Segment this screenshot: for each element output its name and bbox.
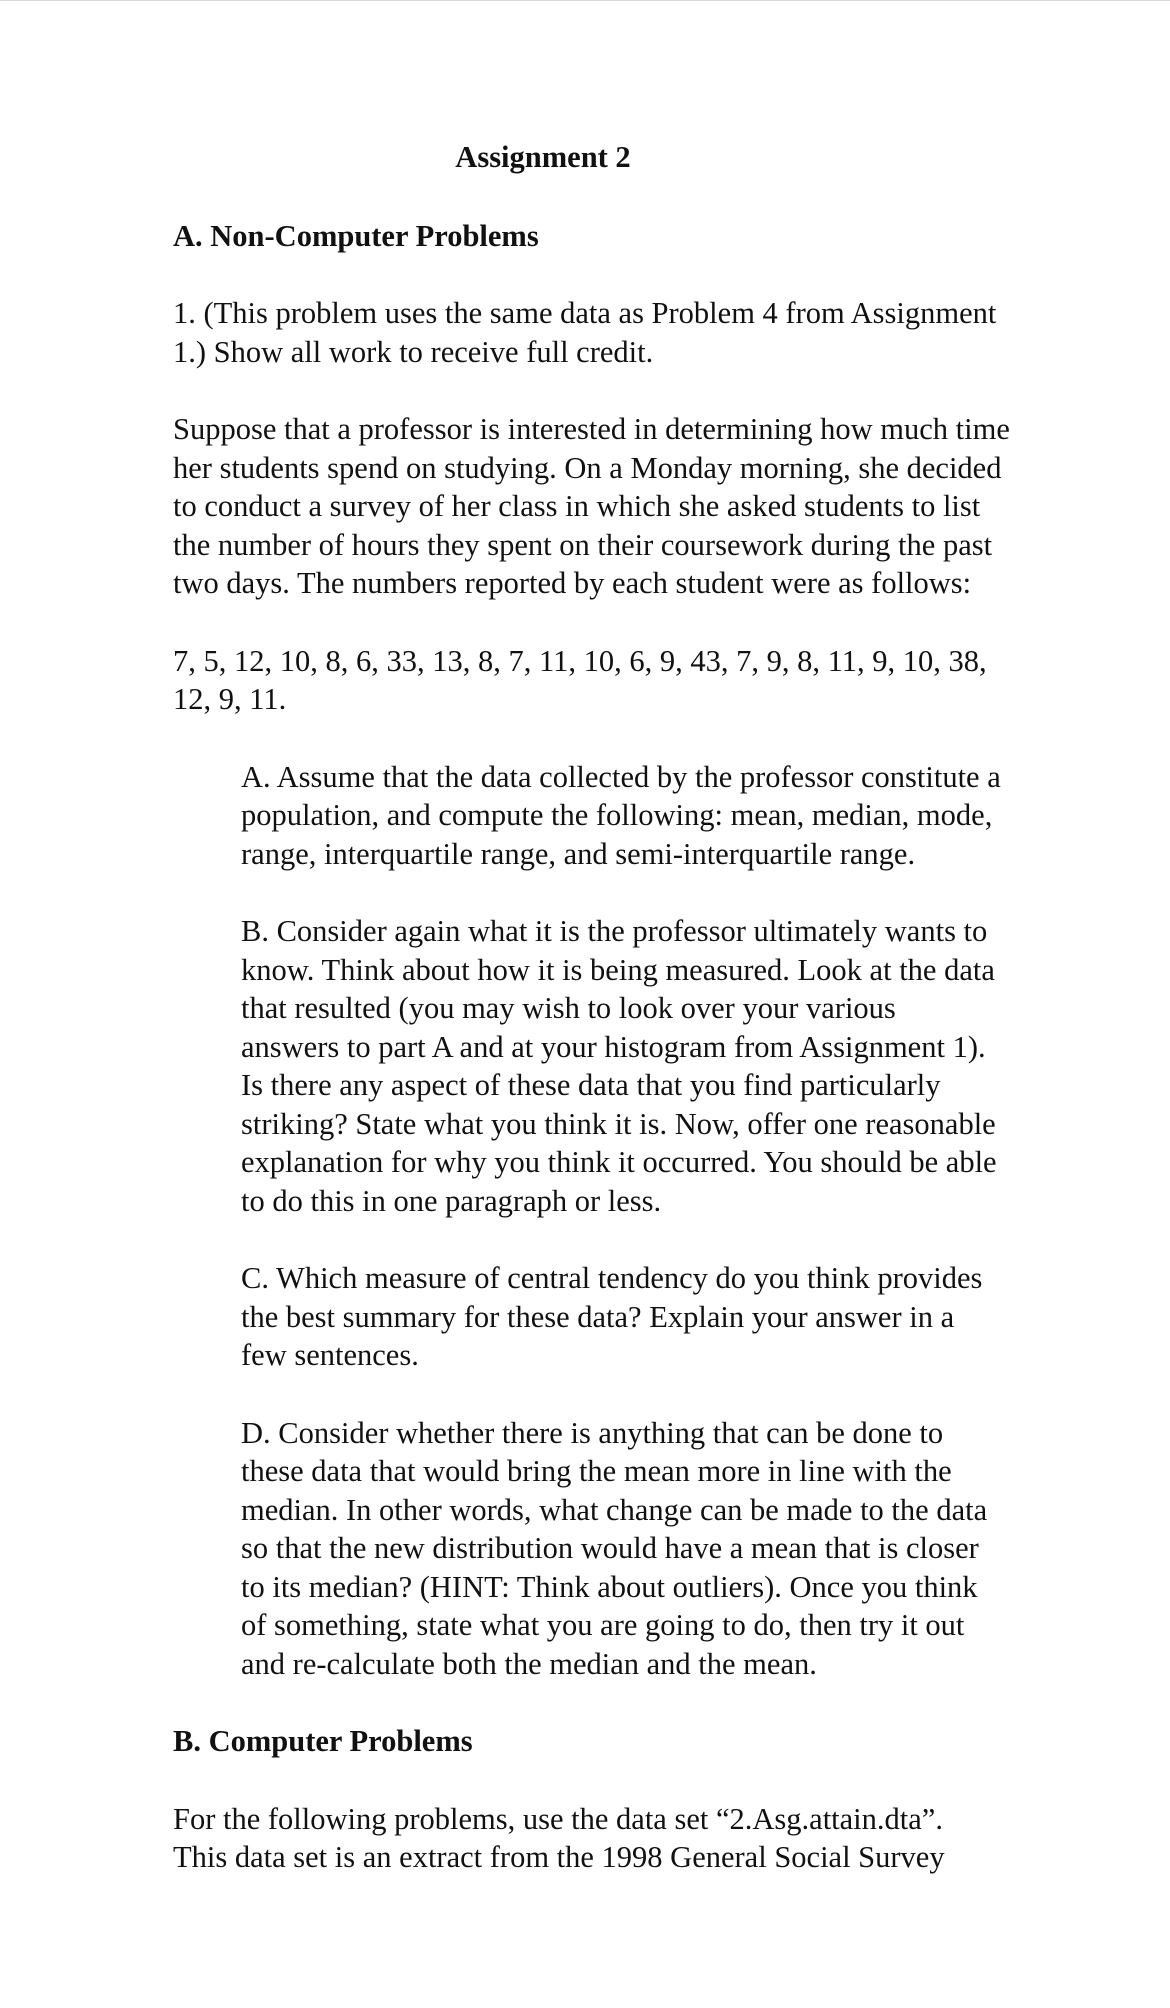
cut-off-line: This data set is an extract from the 1998 General Social Survey (173, 1840, 945, 1874)
data-values: 7, 5, 12, 10, 8, 6, 33, 13, 8, 7, 11, 10, 6, 9, 43, 7, 9, 8, 11, 9, 10, 38, 12, 9, 11. (173, 643, 987, 716)
part-b: B. Consider again what it is the professor ultimately wants to know. Think about how it is being measured. Look at the data that resulted (you may wish to look over your various answers to part A and at your histogram from Assignment 1). Is there any aspect of these data that you find particularly striking? State what you think it is. Now, offer one reasonable explanation for why you think it occurred. You should be able to do this in one paragraph or less. (241, 914, 997, 1218)
computer-problems-intro: For the following problems, use the data set “2.Asg.attain.dta”. (173, 1801, 943, 1836)
part-c: C. Which measure of central tendency do you think provides the best summary for these data? Explain your answer in a few sentences. (241, 1261, 983, 1372)
section-b-heading: B. Computer Problems (173, 1724, 473, 1758)
document-title: Assignment 2 (455, 140, 631, 174)
problem-scenario: Suppose that a professor is interested in determining how much time her students spend on studying. On a Monday morning, she decided to conduct a survey of her class in which she asked students to list the number of hours they spent on their coursework during the past two days. The numbers reported by each student were as follows: (173, 412, 1010, 600)
part-a: A. Assume that the data collected by the professor constitute a population, and compute the following: mean, median, mode, range, interquartile range, and semi-interquartile range. (241, 759, 1001, 871)
problem-1-intro: 1. (This problem uses the same data as Problem 4 from Assignment 1.) Show all work to receive full credit. (173, 296, 997, 369)
document-page (173, 138, 1013, 1877)
top-border (0, 0, 1170, 1)
section-a-heading: A. Non-Computer Problems (173, 218, 539, 253)
part-d: D. Consider whether there is anything that can be done to these data that would bring the mean more in line with the median. In other words, what change can be made to the data so that the new distribution would have a mean that is closer to its median? (HINT: Think about outliers). Once you think of something, state what you are going to do, then try it out and re-calculate both the median and the mean. (241, 1415, 988, 1681)
